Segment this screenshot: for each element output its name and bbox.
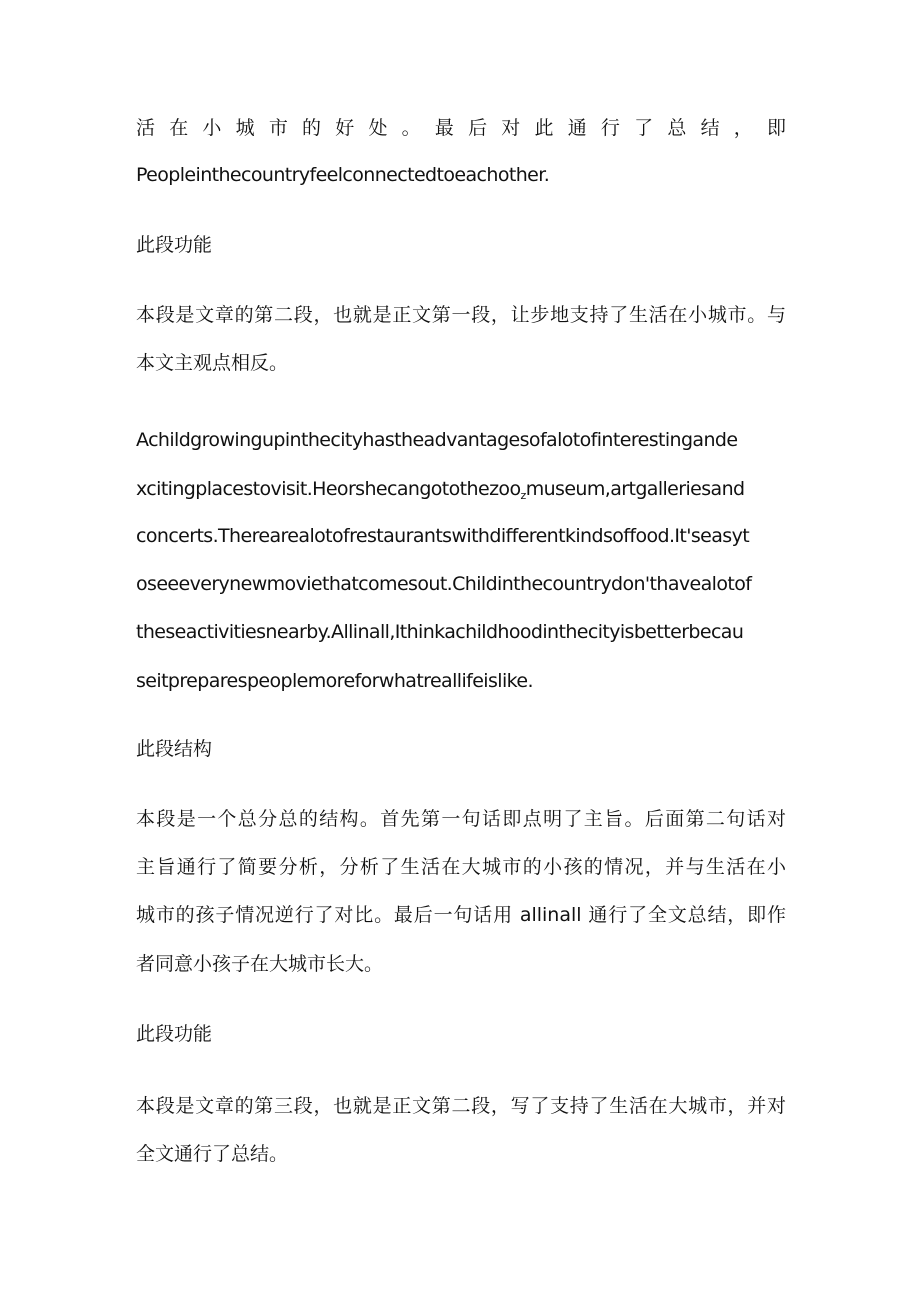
- section-heading-structure: 此段结构: [136, 738, 213, 760]
- paragraph-3-line-2-part-a: xcitingplacestovisit.Heorshecangotothezoo: [136, 478, 521, 500]
- paragraph-4-line-3: 城市的孩子情况逆行了对比。最后一句话用 allinall 通行了全文总结，即作: [136, 904, 786, 926]
- paragraph-5-line-1: 本段是文章的第三段，也就是正文第二段，写了支持了生活在大城市，并对: [136, 1095, 786, 1117]
- paragraph-2-line-2: 本文主观点相反。: [136, 352, 289, 374]
- paragraph-3-line-6: seitpreparespeoplemoreforwhatreallifeislike.: [136, 670, 533, 692]
- section-heading-function-2: 此段功能: [136, 1023, 213, 1045]
- paragraph-3-line-4: oseeeverynewmoviethatcomesout.Childinthecountrydon'thavealotof: [136, 573, 752, 595]
- paragraph-4-line-1: 本段是一个总分总的结构。首先第一句话即点明了主旨。后面第二句话对: [136, 808, 786, 830]
- paragraph-1-line-1: 活在小城市的好处。最后对此通行了总结，即: [136, 117, 786, 139]
- paragraph-4-line-2: 主旨通行了简要分析，分析了生活在大城市的小孩的情况，并与生活在小: [136, 856, 786, 878]
- paragraph-3-line-2: [136, 477, 745, 508]
- paragraph-3-line-2-subscript: z: [520, 489, 526, 502]
- paragraph-5-line-2: 全文通行了总结。: [136, 1143, 289, 1165]
- paragraph-3-line-3: concerts.Therearealotofrestaurantswithdifferentkindsoffood.It'seasyt: [136, 525, 750, 547]
- paragraph-3-line-1: Achildgrowingupinthecityhastheadvantagesofalotofinterestingande: [136, 429, 738, 451]
- section-heading-function-1: 此段功能: [136, 234, 213, 256]
- paragraph-1-line-2: Peopleinthecountryfeelconnectedtoeachother.: [136, 164, 550, 186]
- paragraph-3-line-2-part-b: museum,artgalleriesand: [525, 478, 745, 500]
- paragraph-4-line-4: 者同意小孩子在大城市长大。: [136, 953, 384, 975]
- paragraph-2-line-1: 本段是文章的第二段，也就是正文第一段，让步地支持了生活在小城市。与: [136, 304, 786, 326]
- paragraph-3-line-5: theseactivitiesnearby.Allinall,Ithinkachildhoodinthecityisbetterbecau: [136, 621, 744, 643]
